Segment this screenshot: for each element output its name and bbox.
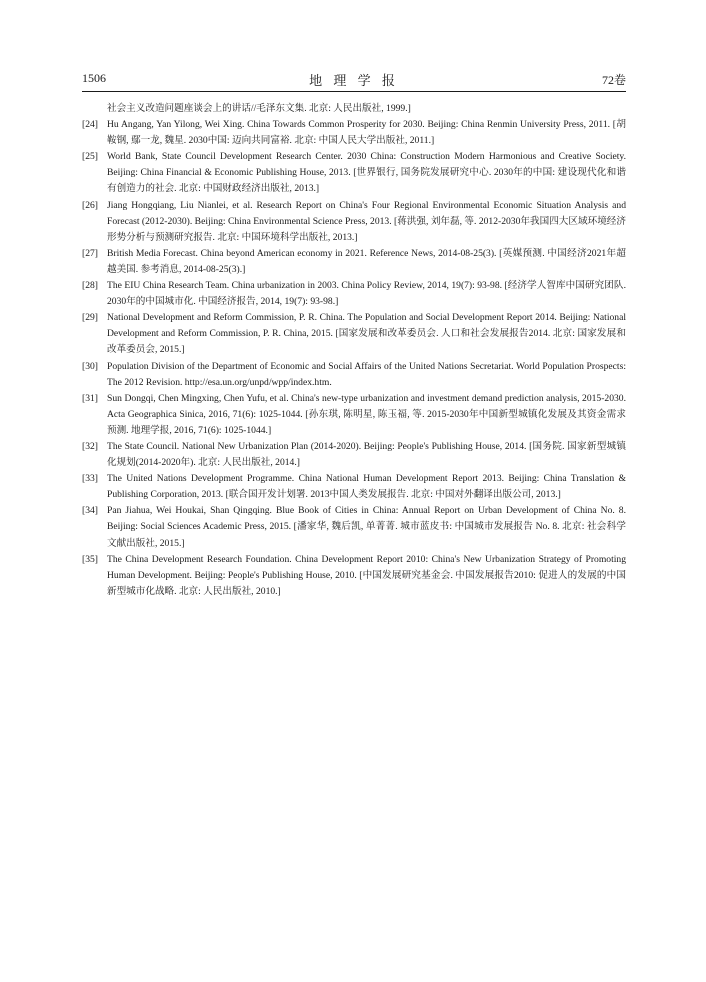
reference-text: The United Nations Development Programme. China National Human Development Report 2013. Beijing: China Translation & Publishing Corporation, 2013. [联合国开发计划署. 2013中国人类发展报告. 北京: 中国对外翻译出版公司, 2013.] (107, 473, 626, 501)
reference-item (82, 117, 626, 149)
journal-name: 地 理 学 报 (309, 73, 399, 88)
reference-item (82, 552, 626, 600)
reference-list (82, 101, 626, 600)
reference-number: [30] (82, 360, 98, 372)
reference-number: [26] (82, 199, 98, 211)
reference-number: [27] (82, 247, 98, 259)
reference-text: The State Council. National New Urbanization Plan (2014-2020). Beijing: People's Publishing House, 2014. [国务院. 国家新型城镇化规划(2014-2020年). 北京: 人民出版社, 2014.] (107, 440, 626, 469)
reference-item (82, 278, 626, 310)
reference-number: [28] (82, 280, 98, 292)
reference-text: Jiang Hongqiang, Liu Nianlei, et al. Research Report on China's Four Regional Environmental Economic Situation Analysis and Forecast (2012-2030). Beijing: China Environmental Science Press, 2013. [蒋洪强, 刘年磊, 等. 2012-2030年我国四大区域环境经济形势分析与预测研究报告. 北京: 中国环境科学出版社, 2013.] (107, 199, 626, 243)
reference-text: Population Division of the Department of Economic and Social Affairs of the United Nations Secretariat. World Population Prospects: The 2012 Revision. http://esa.un.org/unpd/wpp/index.htm. (107, 360, 626, 388)
reference-item (82, 246, 626, 278)
reference-text: Pan Jiahua, Wei Houkai, Shan Qingqing. Blue Book of Cities in China: Annual Report on Urban Development of China No. 8. Beijing: Social Sciences Academic Press, 2015. [潘家华, 魏后凯, 单菁菁. 城市蓝皮书: 中国城市发展报告 No. 8. 北京: 社会科学文献出版社, 2015.] (107, 505, 626, 549)
reference-item (82, 198, 626, 246)
reference-item (82, 359, 626, 391)
reference-item (82, 503, 626, 551)
reference-number: [33] (82, 473, 98, 485)
reference-text: The China Development Research Foundation. China Development Report 2010: China's New Urbanization Strategy of Promoting Human Development. Beijing: People's Publishing House, 2010. [中国发展研究基金会. 中国发展报告2010: 促进人的发展的中国新型城市化战略. 北京: 人民出版社, 2010.] (107, 553, 626, 597)
reference-item (82, 101, 626, 117)
reference-number: [29] (82, 312, 98, 324)
header-rule (82, 91, 626, 92)
reference-text: The EIU China Research Team. China urbanization in 2003. China Policy Review, 2014, 19(7): 93-98. [经济学人智库中国研究团队. 2030年的中国城市化. 中国经济报告, 2014, 19(7): 93-98.] (107, 280, 626, 308)
reference-text: 社会主义改造问题座谈会上的讲话//毛泽东文集. 北京: 人民出版社, 1999.] (107, 103, 411, 114)
reference-number: [24] (82, 119, 98, 131)
reference-number: [35] (82, 553, 98, 565)
reference-text: British Media Forecast. China beyond American economy in 2021. Reference News, 2014-08-25(3). [英媒预测. 中国经济2021年超越美国. 参考消息, 2014-08-25(3).] (107, 247, 626, 275)
reference-item (82, 149, 626, 197)
reference-text: Sun Dongqi, Chen Mingxing, Chen Yufu, et al. China's new-type urbanization and investment demand prediction analysis, 2015-2030. Acta Geographica Sinica, 2016, 71(6): 1025-1044. [孙东琪, 陈明星, 陈玉福, 等. 2015-2030年中国新型城镇化发展及其资金需求预测. 地理学报, 2016, 71(6): 1025-1044.] (107, 392, 626, 436)
reference-text: World Bank, State Council Development Research Center. 2030 China: Construction Modern Harmonious and Creative Society. Beijing: China Financial & Economic Publishing House, 2013. [世界银行, 国务院发展研究中心. 2030年的中国: 建设现代化和谐有创造力的社会. 北京: 中国财政经济出版社, 2013.] (107, 151, 626, 195)
page-number: 1506 (82, 71, 106, 85)
reference-item (82, 391, 626, 439)
reference-text: National Development and Reform Commission, P. R. China. The Population and Social Development Report 2014. Beijing: National Development and Reform Commission, P. R. China, 2015. [国家发展和改革委员会. 人口和社会发展报告2014. 北京: 国家发展和改革委员会, 2015.] (107, 312, 626, 356)
reference-item (82, 471, 626, 503)
reference-number: [34] (82, 505, 98, 517)
reference-item (82, 310, 626, 358)
reference-item (82, 439, 626, 471)
reference-text: Hu Angang, Yan Yilong, Wei Xing. China Towards Common Prosperity for 2030. Beijing: China Renmin University Press, 2011. [胡鞍钢, 鄢一龙, 魏星. 2030中国: 迈向共同富裕. 北京: 中国人民大学出版社, 2011.] (107, 119, 626, 147)
reference-number: [31] (82, 392, 98, 404)
volume-label: 72卷 (601, 73, 626, 87)
reference-number: [25] (82, 151, 98, 163)
running-header (82, 71, 626, 89)
reference-number: [32] (82, 440, 98, 452)
